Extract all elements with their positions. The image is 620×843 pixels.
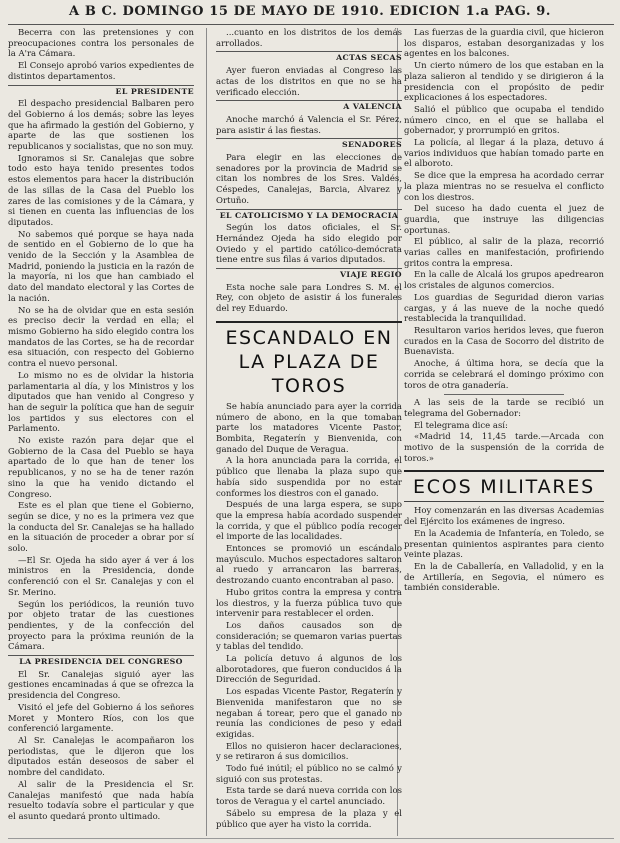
paragraph: Todo fué inútil; el público no se calmó y siguió con sus protestas. <box>216 764 402 785</box>
paragraph: Las fuerzas de la guardia civil, que hicieron los disparos, estaban desorganizadas y los agentes en los balcones. <box>404 28 604 60</box>
paragraph: Del suceso ha dado cuenta el juez de guardia, que instruye las diligencias oportunas. <box>404 204 604 236</box>
headline-line-1: ESCANDALO EN <box>225 326 393 349</box>
headline: ECOS MILITARES <box>404 470 604 502</box>
section-subhead: SENADORES <box>216 138 402 151</box>
paragraph: Según los datos oficiales, el Sr. Hernández Ojeda ha sido elegido por Oviedo y el partido católico-demócrata tiene entre sus filas á varios diputados. <box>216 223 402 266</box>
paragraph: Ellos no quisieron hacer declaraciones, y se retiraron á sus domicilios. <box>216 741 402 763</box>
section-subhead: ACTAS SECAS <box>216 51 402 64</box>
paragraph: Resultaron varios heridos leves, que fueron curados en la Casa de Socorro del distrito de Buenavista. <box>404 325 604 358</box>
paragraph: Entonces se promovió un escándalo mayúsculo. Muchos espectadores saltaron al ruedo y arrancaron las barreras, destrozando cuanto encontraban al paso. <box>216 544 402 587</box>
paragraph: La policía detuvo á algunos de los alborotadores, que fueron conducidos á la Dirección de Seguridad. <box>216 654 402 686</box>
paragraph: Anoche, á última hora, se decía que la corrida se celebrará el domingo próximo con toros de otra ganadería. <box>404 359 604 391</box>
paragraph: A la hora anunciada para la corrida, el público que llenaba la plaza supo que había sido suspendida por no estar conformes los diestros con el ganado. <box>216 456 402 499</box>
footer-rule <box>8 838 614 839</box>
paragraph: Hubo gritos contra la empresa y contra los diestros, y la fuerza pública tuvo que intervenir para restablecer el orden. <box>216 587 402 620</box>
column-middle <box>216 28 402 836</box>
paragraph: En la de Caballería, en Valladolid, y en la de Artillería, en Segovia, el número es también considerable. <box>404 561 604 594</box>
column-right <box>404 28 604 836</box>
paragraph: En la calle de Alcalá los grupos apedrearon los cristales de algunos comercios. <box>404 270 604 292</box>
page-header: A B C. DOMINGO 15 DE MAYO DE 1910. EDICION 1.a PAG. 9. <box>69 4 551 19</box>
paragraph: No existe razón para dejar que el Gobierno de la Casa del Pueblo se haya apartado de lo que han de tener los republicanos, y no se ha de tener razón sino la que ha venido dictando el Congreso. <box>8 436 194 500</box>
paragraph: Este es el plan que tiene el Gobierno, según se dice, y no es la primera vez que la conducta del Sr. Canalejas se ha hallado en la situación de proceder a obrar por sí solo. <box>8 501 194 555</box>
paragraph: Al salir de la Presidencia el Sr. Canalejas manifestó que nada había resuelto todavía sobre el particular y que el asunto quedará pronto ultimado. <box>8 779 194 822</box>
paragraph: Sábelo su empresa de la plaza y el público que ayer ha visto la corrida. <box>216 808 402 830</box>
paragraph: El Consejo aprobó varios expedientes de distintos departamentos. <box>8 61 194 82</box>
separator-rule <box>444 394 564 395</box>
section-subhead: EL CATOLICISMO Y LA DEMOCRACIA <box>216 209 402 222</box>
paragraph: Ignoramos si Sr. Canalejas que sobre todo esto haya tenido presentes todos estos elementos para hacer la distribución de las sillas de la Casa del Pueblo los zares de las comisiones y de la Cámara, y si tienen en cuenta las influencias de los diputados. <box>8 153 194 228</box>
paragraph: Esta noche sale para Londres S. M. el Rey, con objeto de asistir á los funerales del rey Eduardo. <box>216 282 402 315</box>
header-rule <box>8 24 614 25</box>
paragraph: Esta tarde se dará nueva corrida con los toros de Veragua y el cartel anunciado. <box>216 786 402 808</box>
paragraph: ...cuanto en los distritos de los demás arrollados. <box>216 28 402 49</box>
paragraph: Los guardias de Seguridad dieron varias cargas, y á las nueve de la noche quedó restablecida la tranquilidad. <box>404 292 604 325</box>
paragraph: Ayer fueron enviadas al Congreso las actas de los distritos en que no se ha verificado elección. <box>216 66 402 98</box>
paragraph: Hoy comenzarán en las diversas Academias del Ejército los exámenes de ingreso. <box>404 506 604 528</box>
section-subhead: LA PRESIDENCIA DEL CONGRESO <box>8 655 194 668</box>
paragraph: En la Academia de Infantería, en Toledo, se presentan quinientos aspirantes para ciento veinte plazas. <box>404 528 604 561</box>
paragraph: Al Sr. Canalejas le acompañaron los periodistas, que le dijeron que los diputados están deseosos de saber el nombre del candidato. <box>8 736 194 779</box>
paragraph: No sabemos qué porque se haya nada de sentido en el Gobierno de lo que ha venido de la Sección y la Asamblea de Madrid, poniendo la justicia en la razón de la mayoría, ni los que han cambiado el dato del mandato electoral y las Cortes de la nación. <box>8 229 194 304</box>
headline <box>216 321 402 398</box>
paragraph: La policía, al llegar á la plaza, detuvo á varios individuos que habían tomado parte en el alboroto. <box>404 138 604 170</box>
paragraph: Los daños causados son de consideración; se quemaron varias puertas y tablas del tendido. <box>216 620 402 653</box>
paragraph: Anoche marchó á Valencia el Sr. Pérez, para asistir á las fiestas. <box>216 114 402 136</box>
paragraph: No se ha de olvidar que en esta sesión es preciso decir la verdad en ella; el mismo Gobierno ha sido elegido contra los mandatos de las Cortes, se ha de recordar esa situación, con respecto del Gobierno contra el nuevo personal. <box>8 305 194 370</box>
paragraph: Según los periódicos, la reunión tuvo por objeto tratar de las cuestiones pendientes, y de la confección del proyecto para la próxima reunión de la Cámara. <box>8 599 194 653</box>
paragraph: Se había anunciado para ayer la corrida número de abono, en la que tomaban parte los matadores Vicente Pastor, Bombita, Regaterín y Bienvenida, con ganado del Duque de Veragua. <box>216 401 402 455</box>
paragraph: Después de una larga espera, se supo que la empresa había acordado suspender la corrida, y que el público podía recoger el importe de las localidades. <box>216 500 402 543</box>
paragraph: Visitó el jefe del Gobierno á los señores Moret y Montero Ríos, con los que conferenció largamente. <box>8 702 194 735</box>
paragraph: A las seis de la tarde se recibió un telegrama del Gobernador: <box>404 398 604 419</box>
section-subhead: A VALENCIA <box>216 100 402 113</box>
column-divider <box>206 28 207 836</box>
paragraph: El telegrama dice así: <box>414 420 508 431</box>
paragraph: Salió el público que ocupaba el tendido número cinco, en el que se hallaba el gobernador, y prorrumpió en gritos. <box>404 104 604 137</box>
paragraph: Becerra con las pretensiones y con preocupaciones contra los personales de la A'ra Cámara. <box>8 28 194 60</box>
column-left <box>8 28 194 836</box>
paragraph: «Madrid 14, 11,45 tarde.—Arcada con motivo de la suspensión de la corrida de toros.» <box>404 432 604 464</box>
paragraph: Se dice que la empresa ha acordado cerrar la plaza mientras no se resuelva el conflicto con los diestros. <box>404 171 604 203</box>
section-subhead: EL PRESIDENTE <box>8 85 194 98</box>
paragraph: Un cierto número de los que estaban en la plaza salieron al tendido y se dirigieron á la presidencia con el propósito de pedir explicaciones á los espectadores. <box>404 61 604 104</box>
paragraph: El despacho presidencial Balbaren pero del Gobierno á los demás; sobre las leyes que ha afirmado la gestión del Gobierno, y aparte de las que sostienen los republicanos y socialistas, que no son muy. <box>8 99 194 153</box>
paragraph: El Sr. Canalejas siguió ayer las gestiones encaminadas á que se ofrezca la presidencia del Congreso. <box>8 669 194 702</box>
paragraph: Para elegir en las elecciones de senadores por la provincia de Madrid se citan los nombres de los Sres. Valdés, Céspedes, Canalejas, Barcia, Alvarez y Ortuño. <box>216 153 402 206</box>
section-subhead: VIAJE REGIO <box>216 268 402 281</box>
paragraph: Lo mismo no es de olvidar la historia parlamentaria al día, y los Ministros y los diputados que han venido al Congreso y han de seguir la política que han de seguir los partidos y sus electores con el Parlamento. <box>8 370 194 435</box>
paragraph: Los espadas Vicente Pastor, Regaterín y Bienvenida manifestaron que no se negaban á torear, pero que el ganado no reunía las condiciones de peso y edad exigidas. <box>216 687 402 740</box>
paragraph: —El Sr. Ojeda ha sido ayer á ver á los ministros en la Presidencia, donde conferenció con el Sr. Canalejas y con el Sr. Merino. <box>8 555 194 598</box>
paragraph: El público, al salir de la plaza, recorrió varias calles en manifestación, profiriendo gritos contra la empresa. <box>404 237 604 269</box>
headline-line-2: LA PLAZA DE TOROS <box>238 350 380 397</box>
